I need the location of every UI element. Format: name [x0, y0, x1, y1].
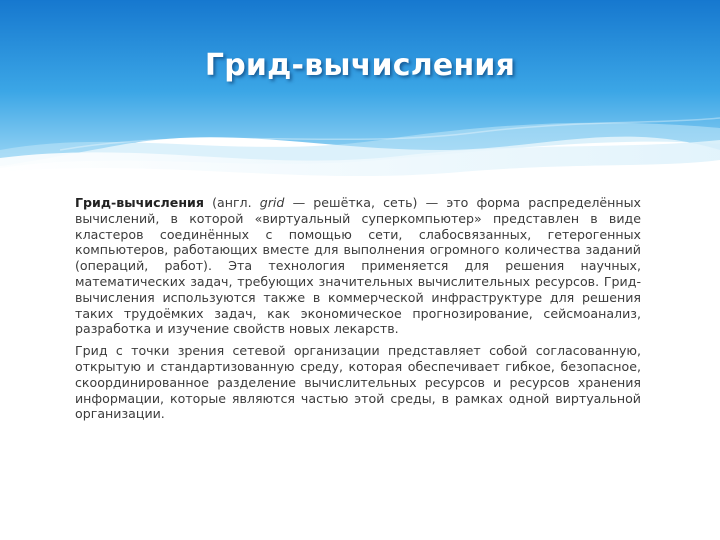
header-wave-background: [0, 0, 720, 200]
paragraph-lead: (англ.: [203, 195, 260, 210]
english-term: grid: [259, 195, 285, 210]
slide-body: [75, 195, 641, 422]
paragraph-definition: [75, 195, 641, 337]
slide-title: Грид-вычисления: [204, 48, 516, 83]
paragraph-text: — решётка, сеть) — это форма распределённых вычислений, в которой «виртуальный суперкомпьютер» представлен в виде кластеров соединённых с помощью сети, слабосвязанных, гетерогенных компьютеров, работающих вместе для выполнения огромного количества заданий (операций, работ). Эта технология применяется для решения научных, математических задач, требующих значительных вычислительных ресурсов. Грид-вычисления используются также в коммерческой инфраструктуре для решения таких трудоёмких задач, как экономическое прогнозирование, сейсмоанализ, разработка и изучение свойств новых лекарств.: [75, 195, 641, 337]
term-highlight: Грид-вычисления: [75, 195, 204, 210]
paragraph-network: Грид с точки зрения сетевой организации представляет собой согласованную, открытую и стандартизованную среду, которая обеспечивает гибкое, безопасное, скоординированное разделение вычислительных ресурсов и ресурсов хранения информации, которые являются частью этой среды, в рамках одной виртуальной организации.: [75, 343, 641, 422]
